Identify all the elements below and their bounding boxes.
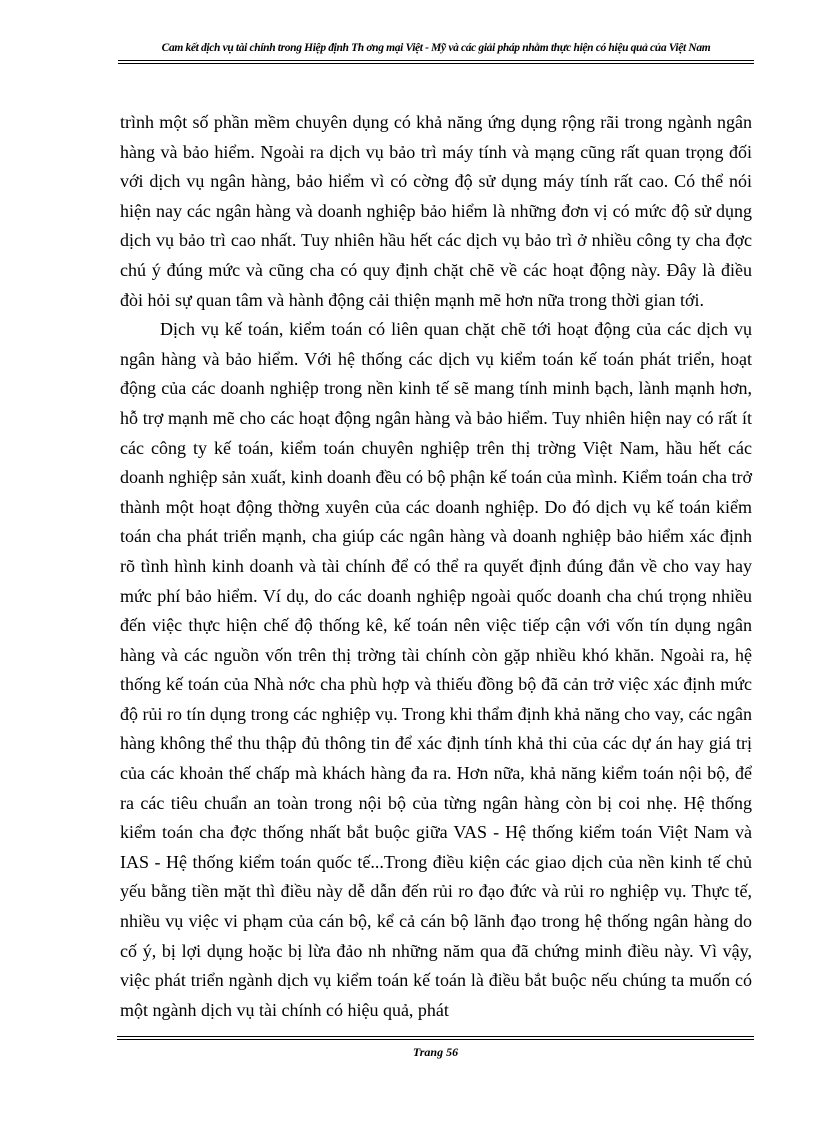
page-number: Trang 56: [412, 1045, 459, 1059]
paragraph-accounting-services: Dịch vụ kế toán, kiểm toán có liên quan chặt chẽ tới hoạt động của các dịch vụ ngân hàng và bảo hiểm. Với hệ thống các dịch vụ kiểm toán kế toán phát triển, hoạt động của các doanh nghiệp trong nền kinh tế sẽ mang tính minh bạch, lành mạnh hơn, hỗ trợ mạnh mẽ cho các hoạt động ngân hàng và bảo hiểm. Tuy nhiên hiện nay có rất ít các công ty kế toán, kiểm toán chuyên nghiệp trên thị trờng Việt Nam, hầu hết các doanh nghiệp sản xuất, kinh doanh đều có bộ phận kế toán của mình. Kiểm toán cha trở thành một hoạt động thờng xuyên của các doanh nghiệp. Do đó dịch vụ kế toán kiểm toán cha phát triển mạnh, cha giúp các ngân hàng và doanh nghiệp bảo hiểm xác định rõ tình hình kinh doanh và tài chính để có thể ra quyết định đúng đắn về cho vay hay mức phí bảo hiểm. Ví dụ, do các doanh nghiệp ngoài quốc doanh cha chú trọng nhiều đến việc thực hiện chế độ thống kê, kế toán nên việc tiếp cận với vốn tín dụng ngân hàng và các nguồn vốn trên thị trờng tài chính còn gặp nhiều khó khăn. Ngoài ra, hệ thống kế toán của Nhà nớc cha phù hợp và thiếu đồng bộ đã cản trở việc xác định mức độ rủi ro tín dụng trong các nghiệp vụ. Trong khi thẩm định khả năng cho vay, các ngân hàng không thể thu thập đủ thông tin để xác định tính khả thi của các dự án hay giá trị của các khoản thế chấp mà khách hàng đa ra. Hơn nữa, khả năng kiểm toán nội bộ, để ra các tiêu chuẩn an toàn trong nội bộ của từng ngân hàng còn bị coi nhẹ. Hệ thống kiểm toán cha đợc thống nhất bắt buộc giữa VAS - Hệ thống kiểm toán Việt Nam và IAS - Hệ thống kiểm toán quốc tế...Trong điều kiện các giao dịch của nền kinh tế chủ yếu bằng tiền mặt thì điều này dễ dẫn đến rủi ro đạo đức và rủi ro nghiệp vụ. Thực tế, nhiều vụ việc vi phạm của cán bộ, kể cả cán bộ lãnh đạo trong hệ thống ngân hàng do cố ý, bị lợi dụng hoặc bị lừa đảo nh những năm qua đã chứng minh điều này. Vì vậy, việc phát triển ngành dịch vụ kiểm toán kế toán là điều bắt buộc nếu chúng ta muốn có một ngành dịch vụ tài chính có hiệu quả, phát: [120, 319, 752, 1020]
running-header: [118, 40, 754, 64]
page-footer: [117, 1036, 754, 1059]
footer-rule-top: [117, 1036, 754, 1037]
header-rule-top: [118, 60, 754, 61]
footer-rule-bottom: [117, 1039, 754, 1040]
paragraph-continued: trình một số phần mềm chuyên dụng có khả năng ứng dụng rộng rãi trong ngành ngân hàng và bảo hiểm. Ngoài ra dịch vụ bảo trì máy tính và mạng cũng rất quan trọng đối với dịch vụ ngân hàng, bảo hiểm vì có cờng độ sử dụng máy tính rất cao. Có thể nói hiện nay các ngân hàng và doanh nghiệp bảo hiểm là những đơn vị có mức độ sử dụng dịch vụ bảo trì cao nhất. Tuy nhiên hầu hết các dịch vụ bảo trì ở nhiều công ty cha đợc chú ý đúng mức và cũng cha có quy định chặt chẽ về các hoạt động này. Đây là điều đòi hỏi sự quan tâm và hành động cải thiện mạnh mẽ hơn nữa trong thời gian tới.: [120, 112, 752, 310]
header-rule-bottom: [118, 63, 754, 64]
body-text: [120, 108, 752, 1025]
header-title: Cam kết dịch vụ tài chính trong Hiệp định Th ơng mại Việt - Mỹ và các giải pháp nhằm thực hiện có hiệu quả của Việt Nam: [161, 42, 711, 54]
